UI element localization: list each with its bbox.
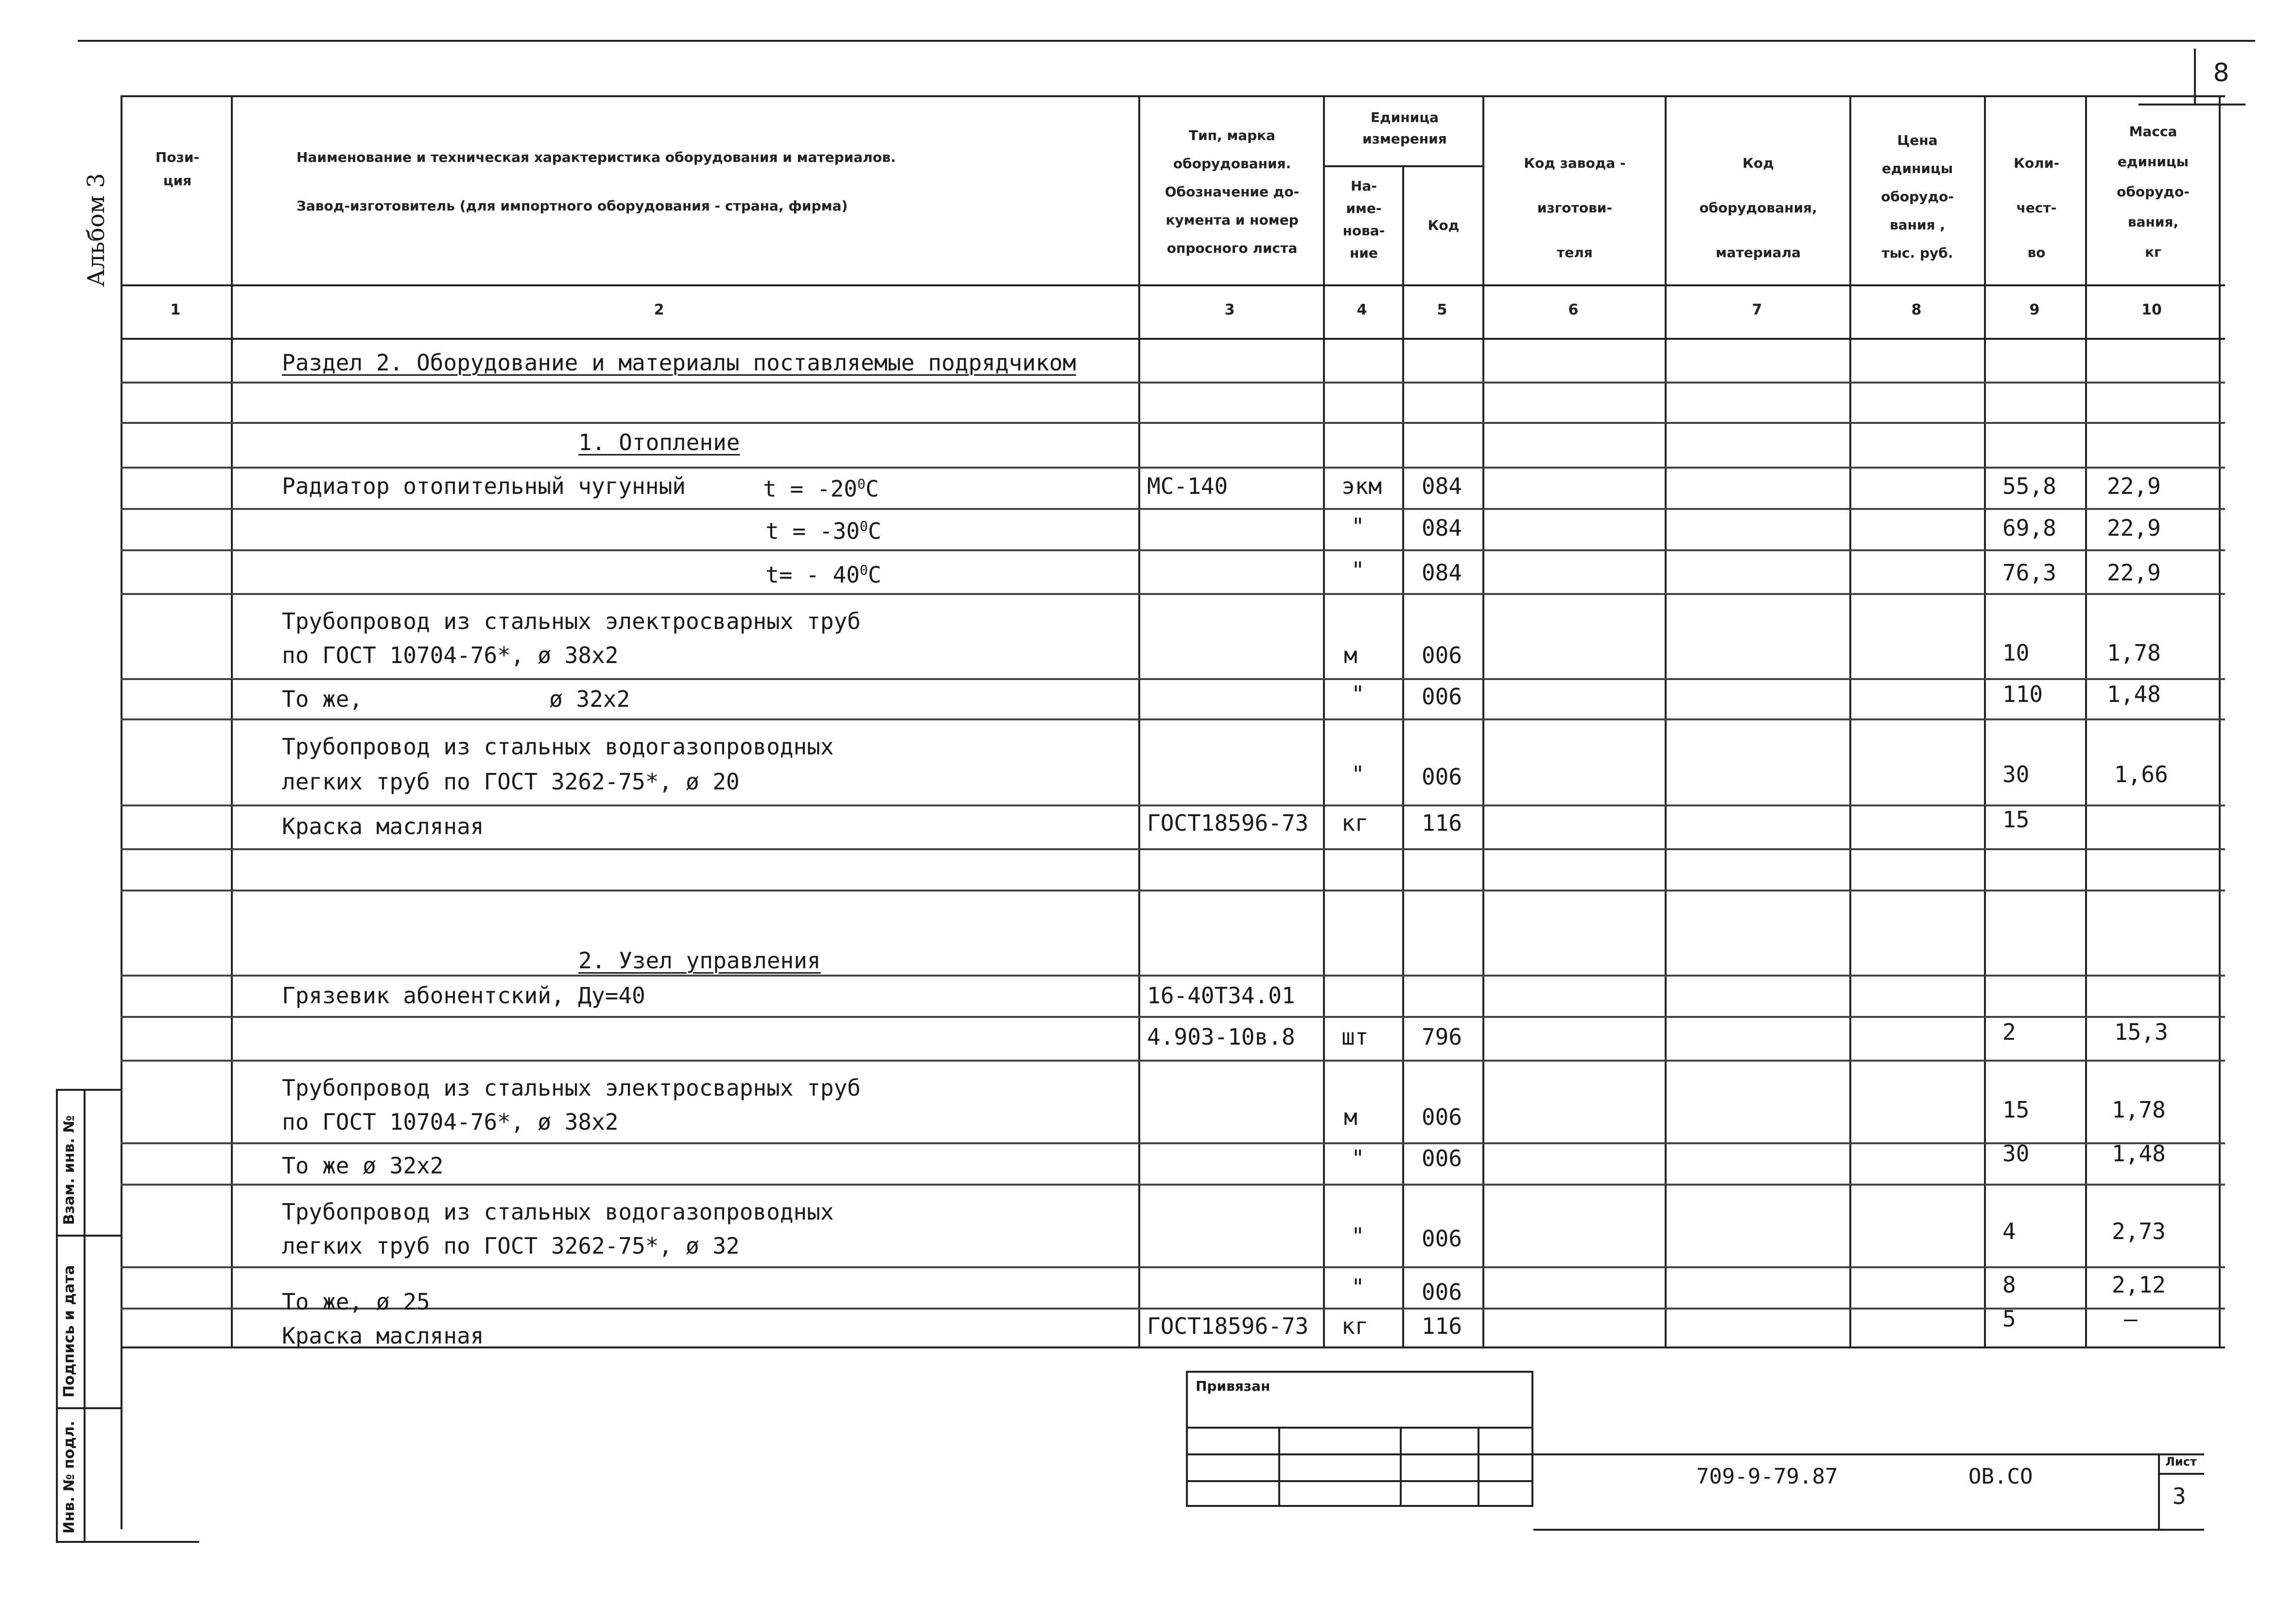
row-qty: 30 (2002, 1140, 2030, 1167)
title-block-top (1533, 1453, 2204, 1455)
row-mass: 1,48 (2112, 1140, 2166, 1167)
row-type: МС-140 (1147, 473, 1228, 499)
unit-subheader-line (1323, 165, 1482, 167)
row-line (121, 804, 2225, 806)
row-code: 006 (1422, 1104, 1462, 1130)
row-unit: м (1344, 1104, 1357, 1130)
col-number: 6 (1568, 301, 1579, 318)
row-mass: 2,73 (2112, 1218, 2166, 1244)
privyazan-col (1278, 1427, 1280, 1507)
privyazan-label: Привязан (1196, 1378, 1270, 1394)
row-code: 006 (1422, 1225, 1462, 1252)
row-mass: 1,78 (2107, 640, 2161, 666)
degree-sign: 0 (859, 518, 868, 534)
side-stamp-bottom (56, 1541, 199, 1543)
row-type: ГОСТ18596-73 (1147, 1313, 1309, 1339)
row-code: 006 (1422, 642, 1462, 668)
header-price: Цена единицы оборудо- вания , тыс. руб. (1881, 132, 1954, 261)
row-name: по ГОСТ 10704-76*, ø 38x2 (282, 642, 619, 668)
sheet-number: 3 (2173, 1483, 2186, 1509)
row-mass: 22,9 (2107, 559, 2161, 586)
row-code: 006 (1422, 1279, 1462, 1305)
row-mass: 22,9 (2107, 515, 2161, 541)
header-unit-name: На- име- нова- ние (1342, 178, 1385, 261)
privyazan-col (1478, 1427, 1479, 1507)
col-number: 8 (1911, 301, 1922, 318)
row-line (121, 1184, 2225, 1186)
side-stamp-vzam: Взам. инв. № (61, 1115, 78, 1225)
col-number: 5 (1437, 301, 1447, 318)
header-qty: Коли- чест- во (2014, 155, 2059, 261)
row-line (121, 1060, 2225, 1062)
row-name: Краска масляная (282, 813, 484, 839)
row-line (121, 890, 2225, 891)
row-type: ГОСТ18596-73 (1147, 810, 1309, 836)
row-code: 084 (1422, 559, 1462, 586)
top-rule (78, 40, 2255, 42)
doc-section: ОВ.СО (1968, 1464, 2033, 1489)
row-line (121, 678, 2225, 680)
row-code: 006 (1422, 683, 1462, 710)
row-qty: 76,3 (2002, 559, 2056, 586)
row-line (121, 382, 2225, 384)
header-name-line2: Завод-изготовитель (для импортного оборудования - страна, фирма) (296, 198, 848, 214)
row-qty: 2 (2002, 1019, 2016, 1045)
row-mass: 1,78 (2112, 1097, 2166, 1123)
row-name: То же ø 32x2 (282, 1153, 444, 1179)
row-code: 796 (1422, 1024, 1462, 1050)
row-code: 084 (1422, 515, 1462, 541)
col-sep-5 (1482, 95, 1484, 1346)
row-qty: 15 (2002, 1097, 2030, 1123)
temp-value: t= - 40 (765, 561, 860, 588)
col-sep-4 (1402, 165, 1404, 1346)
temp-value: t = -20 (763, 475, 857, 502)
header-maker-code: Код завода - изготови- теля (1524, 155, 1626, 261)
col-sep-2 (1138, 95, 1140, 1346)
col-sep-10 (2219, 95, 2221, 1346)
row-line (121, 549, 2225, 551)
row-unit: " (1351, 1145, 1365, 1171)
table-left-border (121, 95, 122, 1529)
row-line (121, 718, 2225, 720)
row-line (121, 467, 2225, 469)
doc-code: 709-9-79.87 (1696, 1464, 1838, 1489)
row-mass: 15,3 (2114, 1019, 2168, 1045)
col-number: 2 (654, 301, 664, 318)
row-unit: " (1351, 1274, 1365, 1300)
row-code: 006 (1422, 764, 1462, 790)
row-name: легких труб по ГОСТ 3262-75*, ø 20 (282, 769, 740, 795)
col-number: 7 (1752, 301, 1762, 318)
row-line (121, 593, 2225, 595)
row-name-extra (765, 513, 881, 544)
row-line (121, 508, 2225, 510)
side-stamp-line (56, 1407, 122, 1409)
row-line (121, 422, 2225, 424)
row-name: То же, ø 25 (282, 1289, 430, 1315)
row-qty: 110 (2002, 681, 2043, 707)
row-code: 116 (1422, 1313, 1462, 1339)
row-name: по ГОСТ 10704-76*, ø 38x2 (282, 1109, 619, 1135)
row-qty: 10 (2002, 640, 2030, 666)
title-block-bottom (1533, 1529, 2204, 1531)
privyazan-line (1186, 1453, 1533, 1455)
row-unit: " (1351, 557, 1365, 583)
row-unit: экм (1341, 473, 1382, 499)
row-name-extra (765, 557, 881, 588)
subsection-control-unit: 2. Узел управления (578, 947, 821, 974)
degree-sign: 0 (857, 476, 866, 492)
row-name: Радиатор отопительный чугунный (282, 473, 686, 499)
row-name-extra (763, 471, 879, 502)
header-type: Тип, марка оборудования. Обозначение до- кумента и номер опросного листа (1165, 127, 1300, 256)
side-stamp-line (56, 1235, 122, 1237)
row-name: легких труб по ГОСТ 3262-75*, ø 32 (282, 1233, 740, 1259)
row-qty: 8 (2002, 1272, 2016, 1298)
side-stamp-top (56, 1089, 122, 1091)
row-code: 006 (1422, 1145, 1462, 1171)
number-row-bottom (121, 338, 2225, 340)
row-line (121, 1016, 2225, 1018)
row-unit: кг (1341, 1313, 1369, 1339)
album-label: Альбом 3 (83, 173, 110, 287)
row-type: 16-40Т34.01 (1147, 982, 1295, 1009)
row-mass: 1,48 (2107, 681, 2161, 707)
privyazan-col (1400, 1427, 1402, 1507)
temp-unit: C (865, 475, 879, 502)
col-sep-9 (2085, 95, 2087, 1346)
row-qty: 15 (2002, 806, 2030, 833)
temp-value: t = -30 (765, 518, 860, 544)
row-mass: – (2124, 1306, 2138, 1332)
col-number: 4 (1357, 301, 1367, 318)
col-sep-3 (1323, 95, 1325, 1346)
col-sep-7 (1849, 95, 1851, 1346)
row-line (121, 975, 2225, 977)
row-code: 116 (1422, 810, 1462, 836)
privyazan-line (1186, 1480, 1533, 1482)
header-unit: Единица измерения (1362, 109, 1447, 147)
row-unit: шт (1341, 1024, 1369, 1050)
sheet-box-line (2158, 1473, 2204, 1475)
sheet-label: Лист (2165, 1455, 2197, 1468)
row-line (121, 1142, 2225, 1144)
header-unit-code: Код (1427, 217, 1460, 233)
row-line (121, 1308, 2225, 1310)
col-number: 10 (2141, 301, 2162, 318)
sheet-box-left (2158, 1453, 2160, 1529)
row-mass: 22,9 (2107, 473, 2161, 499)
row-mass: 2,12 (2112, 1272, 2166, 1298)
header-bottom-border (121, 284, 2225, 286)
section-title: Раздел 2. Оборудование и материалы поставляемые подрядчиком (282, 350, 1076, 376)
row-name: Грязевик абонентский, Ду=40 (282, 982, 645, 1009)
row-name: То же, (282, 686, 363, 712)
col-number: 1 (170, 301, 181, 318)
header-name-line1: Наименование и техническая характеристика оборудования и материалов. (296, 149, 896, 165)
row-unit: " (1351, 1223, 1365, 1249)
temp-unit: C (868, 561, 882, 588)
row-type: 4.903-10в.8 (1147, 1024, 1295, 1050)
side-stamp-inv-podl: Инв. № подл. (61, 1420, 78, 1534)
row-unit: м (1344, 642, 1357, 668)
col-sep-6 (1665, 95, 1667, 1346)
col-sep-1 (231, 95, 233, 1346)
table-top-border (121, 95, 2225, 97)
col-sep-8 (1984, 95, 1986, 1346)
row-qty: 5 (2002, 1306, 2016, 1332)
row-name: Краска масляная (282, 1323, 484, 1349)
row-unit: " (1351, 513, 1365, 540)
header-equip-code: Код оборудования, материала (1699, 155, 1817, 261)
header-position: Пози- ция (155, 149, 200, 189)
row-mass: 1,66 (2114, 761, 2168, 787)
row-line (121, 1266, 2225, 1268)
row-unit: кг (1341, 810, 1369, 836)
row-name: Трубопровод из стальных электросварных труб (282, 1075, 861, 1101)
side-stamp-left (56, 1089, 58, 1541)
row-qty: 55,8 (2002, 473, 2056, 499)
row-unit: " (1351, 761, 1365, 787)
row-unit: " (1351, 681, 1365, 707)
row-name: Трубопровод из стальных электросварных труб (282, 608, 861, 634)
col-number: 3 (1224, 301, 1235, 318)
row-qty: 4 (2002, 1218, 2016, 1244)
header-mass: Масса единицы оборудо- вания, кг (2117, 123, 2190, 260)
subsection-heating: 1. Отопление (578, 429, 740, 455)
page-number: 8 (2213, 58, 2229, 87)
row-name-extra: ø 32x2 (549, 686, 630, 712)
side-stamp-divider (84, 1089, 86, 1541)
page-number-box-bottom (2139, 104, 2245, 105)
privyazan-line (1186, 1427, 1533, 1429)
row-code: 084 (1422, 473, 1462, 499)
row-qty: 69,8 (2002, 515, 2056, 541)
row-name: Трубопровод из стальных водогазопроводных (282, 734, 834, 760)
row-line (121, 848, 2225, 850)
row-name: Трубопровод из стальных водогазопроводных (282, 1199, 834, 1225)
degree-sign: 0 (859, 562, 868, 578)
temp-unit: C (868, 518, 882, 544)
side-stamp-sign-date: Подпись и дата (61, 1265, 78, 1398)
row-qty: 30 (2002, 761, 2030, 787)
col-number: 9 (2029, 301, 2040, 318)
